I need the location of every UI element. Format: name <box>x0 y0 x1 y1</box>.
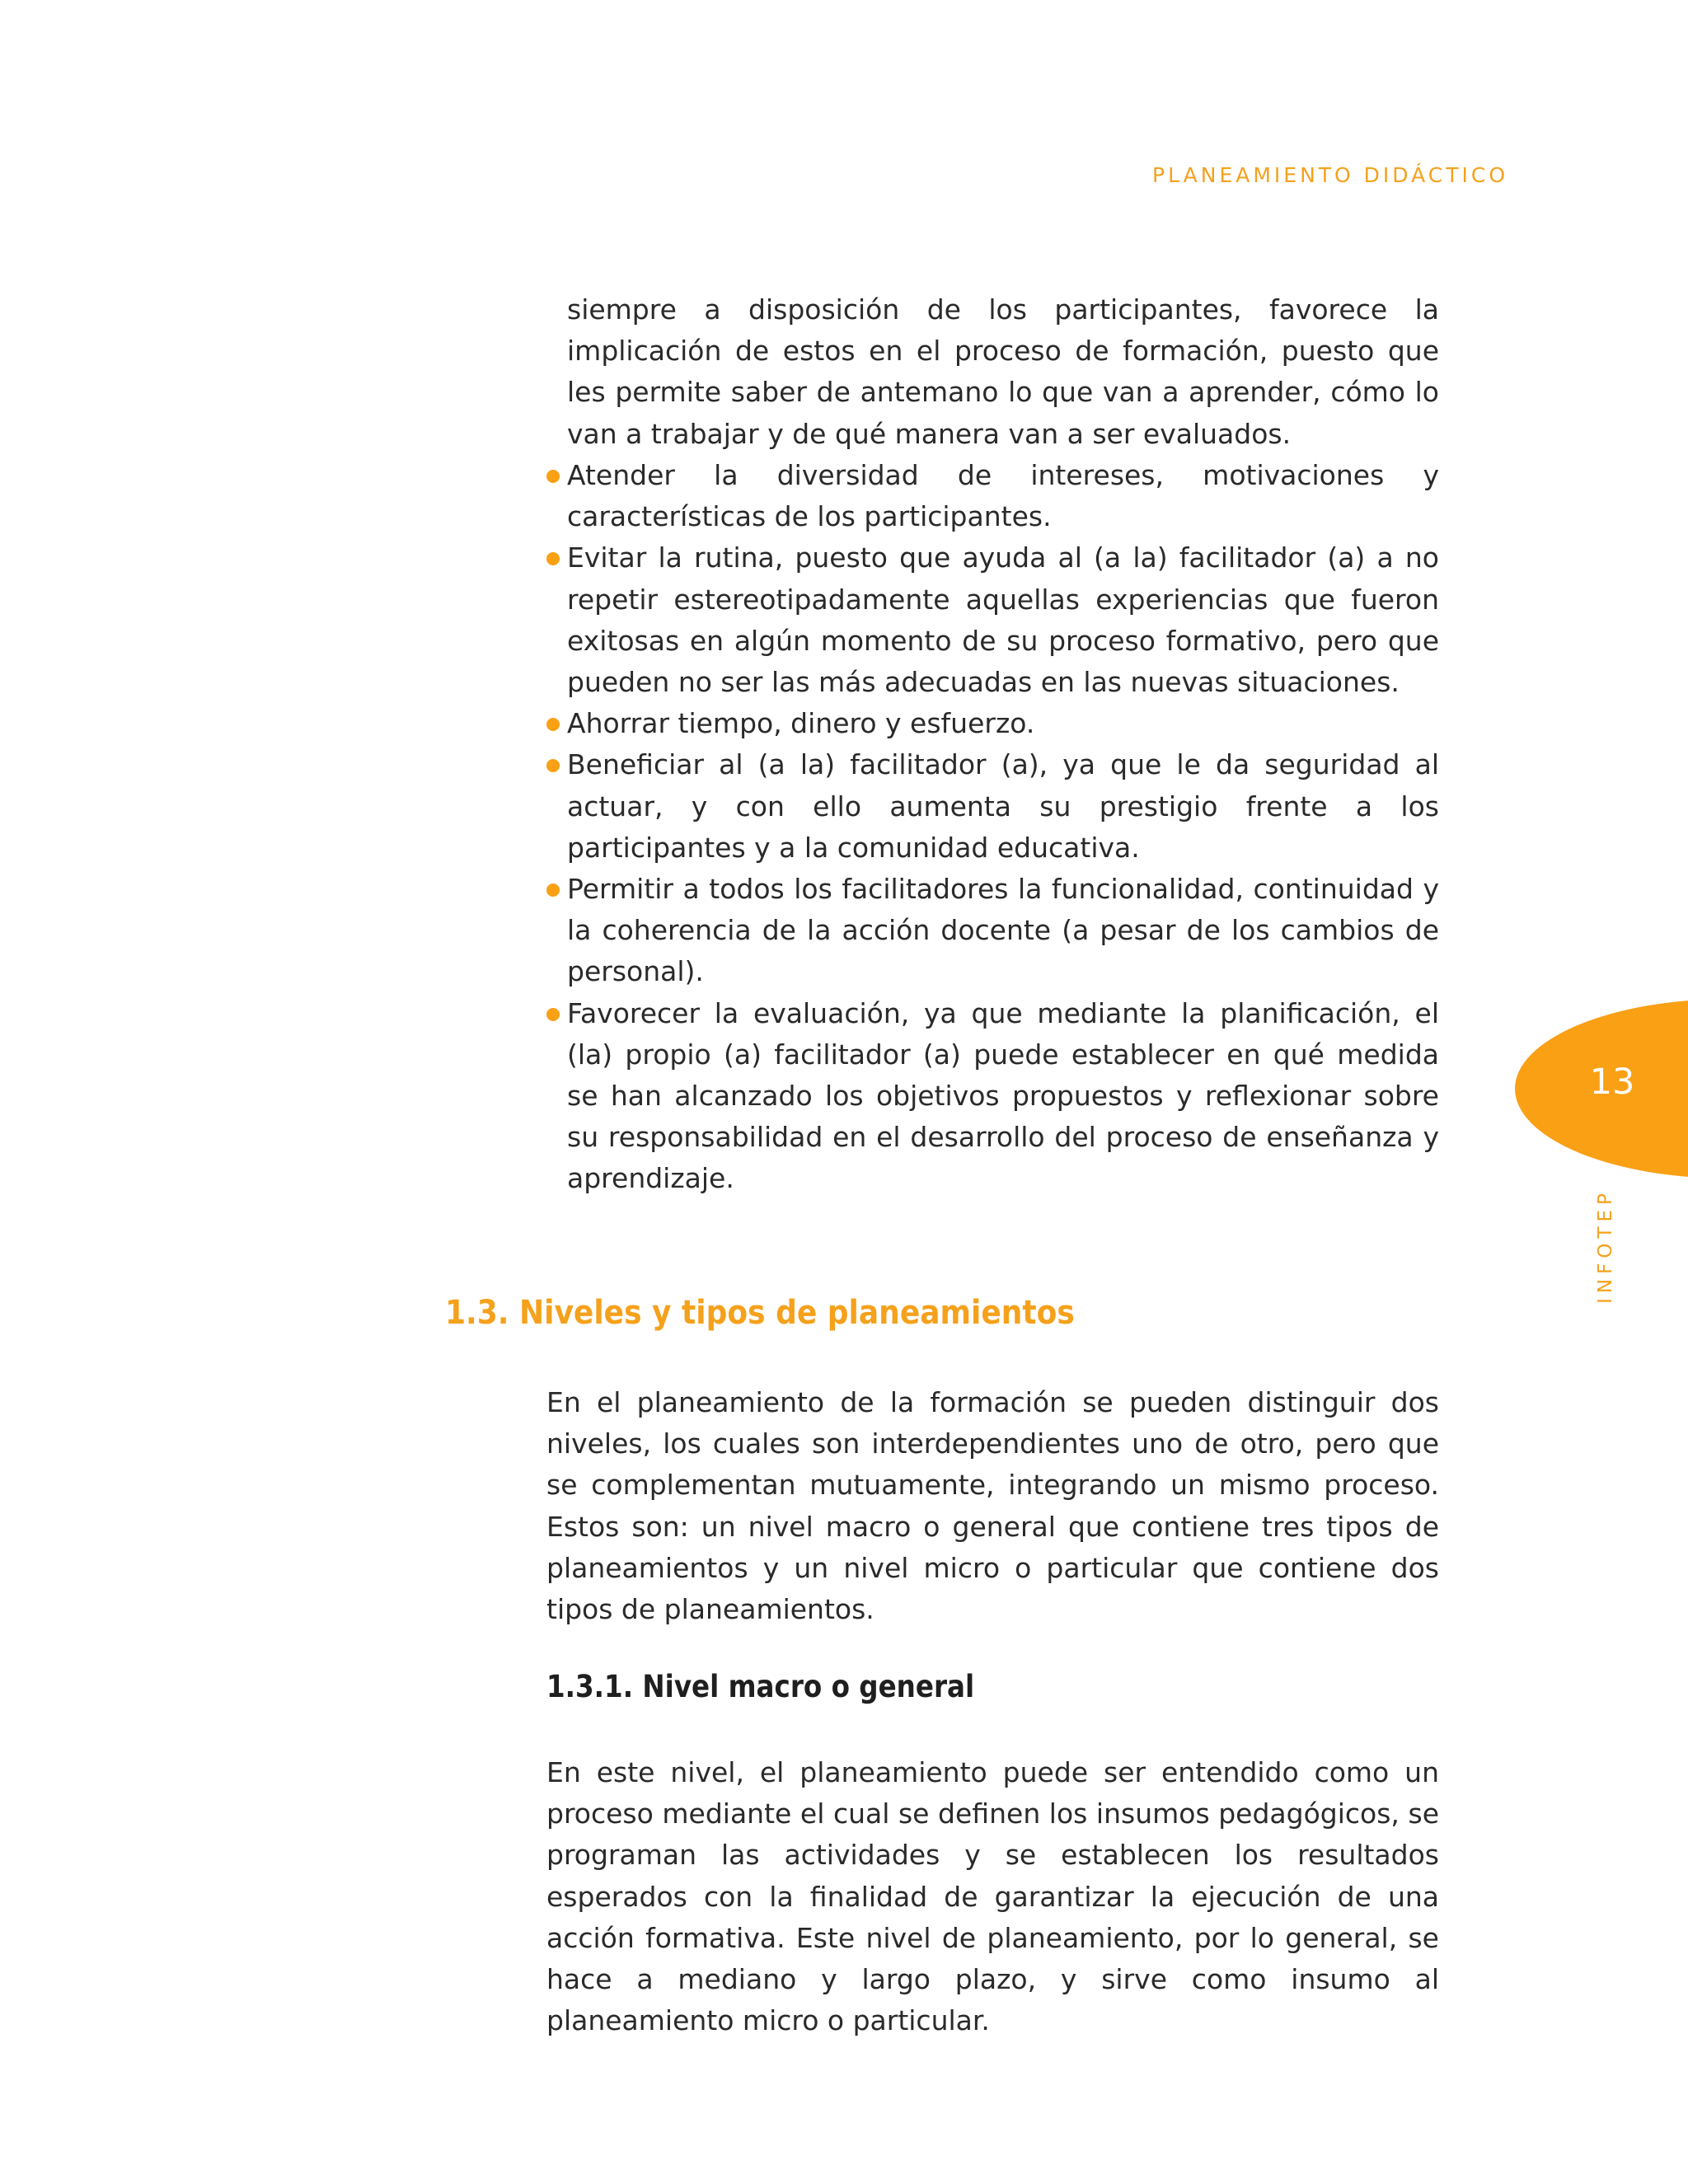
list-item-text: Evitar la rutina, puesto que ayuda al (a la) facilitador (a) a no repetir estereotipadamente aquellas experiencias que fueron exitosas en algún momento de su proceso formativo, pero que pueden no ser las más adecuadas en las nuevas situaciones. <box>567 541 1439 699</box>
list-item <box>544 869 1439 993</box>
list-item <box>544 703 1439 744</box>
bullet-dot-icon <box>546 883 560 897</box>
intro-continuation-paragraph: siempre a disposición de los participantes, favorece la implicación de estos en el proceso de formación, puesto que les permite saber de antemano lo que van a aprender, cómo lo van a trabajar y de qué manera van a ser evaluados. <box>567 293 1439 450</box>
running-header: PLANEAMIENTO DIDÁCTICO <box>1152 163 1508 187</box>
list-item-text: Ahorrar tiempo, dinero y esfuerzo. <box>567 707 1035 740</box>
subsection-heading: 1.3.1. Nivel macro o general <box>546 1669 975 1704</box>
list-item-text: Favorecer la evaluación, ya que mediante la planificación, el (la) propio (a) facilitador (a) puede establecer en qué medida se han alcanzado los objetivos propuestos y reflexionar sobre su responsabilidad en el desarrollo del proceso de enseñanza y aprendizaje. <box>567 996 1439 1195</box>
list-item <box>544 744 1439 869</box>
list-item-text: Permitir a todos los facilitadores la funcionalidad, continuidad y la coherencia de la acción docente (a pesar de los cambios de personal). <box>567 873 1439 988</box>
list-item <box>544 537 1439 703</box>
section-paragraph: En el planeamiento de la formación se pueden distinguir dos niveles, los cuales son interdependientes uno de otro, pero que se complementan mutuamente, integrando un mismo proceso. Estos son: un nivel macro o general que contiene tres tipos de planeamientos y un nivel micro o particular que contiene dos tipos de planeamientos. <box>546 1386 1439 1626</box>
subsection-paragraph: En este nivel, el planeamiento puede ser entendido como un proceso mediante el cual se definen los insumos pedagógicos, se programan las actividades y se establecen los resultados esperados con la finalidad de garantizar la ejecución de una acción formativa. Este nivel de planeamiento, por lo general, se hace a mediano y largo plazo, y sirve como insumo al planeamiento micro o particular. <box>546 1756 1439 2037</box>
list-item-text: Atender la diversidad de intereses, motivaciones y características de los participantes. <box>567 459 1439 533</box>
bullet-dot-icon <box>546 552 560 565</box>
bullet-dot-icon <box>546 759 560 772</box>
side-brand-label: INFOTEP <box>1595 1188 1616 1304</box>
list-item-text: Beneficiar al (a la) facilitador (a), ya que le da seguridad al actuar, y con ello aumenta su prestigio frente a los participantes y a la comunidad educativa. <box>567 748 1439 864</box>
list-item <box>544 455 1439 537</box>
page-number: 13 <box>1589 1062 1635 1103</box>
bullet-dot-icon <box>546 1008 560 1021</box>
benefits-bullet-list <box>544 455 1439 1200</box>
bullet-dot-icon <box>546 718 560 731</box>
list-item <box>544 993 1439 1200</box>
section-heading: 1.3. Niveles y tipos de planeamientos <box>445 1294 1075 1332</box>
bullet-dot-icon <box>546 470 560 483</box>
